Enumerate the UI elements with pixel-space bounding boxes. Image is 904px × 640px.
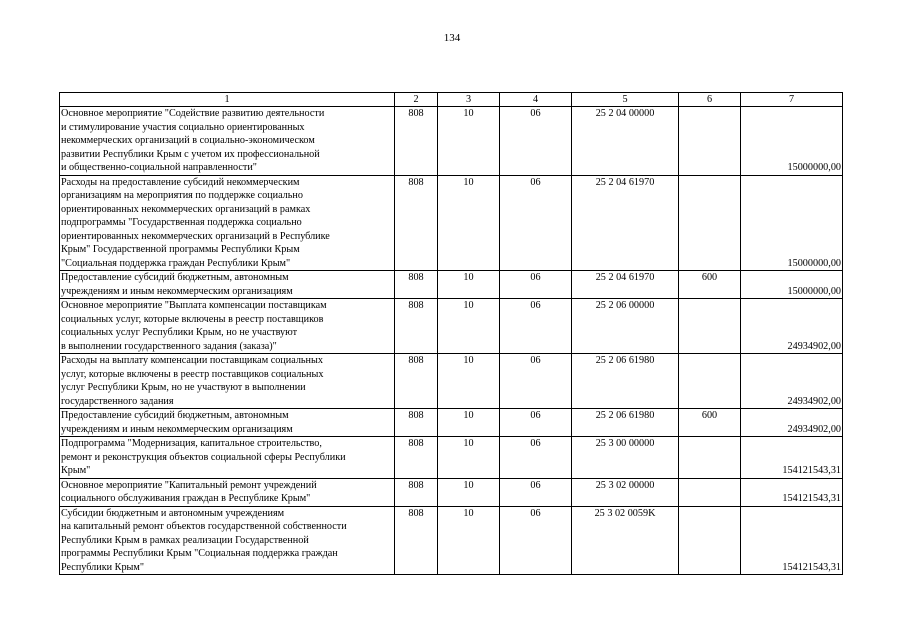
amount-cell: 15000000,00 bbox=[741, 271, 843, 299]
item-name-cell: Основное мероприятие "Содействие развитию деятельности и стимулирование участия социально ориентированных некоммерческих организаций в социально-экономическом развитии Республики Крым с учетом их профессиональной и общественно-социальной направленности" bbox=[60, 107, 395, 176]
subsection-code-cell: 06 bbox=[500, 478, 572, 506]
amount-cell: 154121543,31 bbox=[741, 506, 843, 575]
target-article-cell: 25 2 06 61980 bbox=[572, 354, 679, 409]
subsection-code-cell: 06 bbox=[500, 437, 572, 479]
expense-type-cell bbox=[679, 506, 741, 575]
header-cell-1: 1 bbox=[60, 93, 395, 107]
table-row bbox=[60, 437, 843, 479]
section-code-cell: 10 bbox=[438, 107, 500, 176]
amount-cell: 154121543,31 bbox=[741, 478, 843, 506]
section-code-cell: 10 bbox=[438, 271, 500, 299]
expense-type-cell bbox=[679, 175, 741, 271]
grbs-code-cell: 808 bbox=[395, 271, 438, 299]
amount-cell: 15000000,00 bbox=[741, 107, 843, 176]
subsection-code-cell: 06 bbox=[500, 175, 572, 271]
grbs-code-cell: 808 bbox=[395, 409, 438, 437]
table-row bbox=[60, 506, 843, 575]
target-article-cell: 25 2 04 00000 bbox=[572, 107, 679, 176]
grbs-code-cell: 808 bbox=[395, 107, 438, 176]
header-cell-4: 4 bbox=[500, 93, 572, 107]
amount-cell: 15000000,00 bbox=[741, 175, 843, 271]
item-name-cell: Расходы на предоставление субсидий некоммерческим организациям на мероприятия по поддержке социально ориентированных некоммерческих организаций в рамках подпрограммы "Государственная поддержка социально ориентированных некоммерческих организаций в Республике Крым" Государственной программы Республики Крым "Социальная поддержка граждан Республики Крым" bbox=[60, 175, 395, 271]
table-row bbox=[60, 175, 843, 271]
target-article-cell: 25 3 02 00000 bbox=[572, 478, 679, 506]
header-cell-6: 6 bbox=[679, 93, 741, 107]
budget-table bbox=[59, 92, 843, 575]
grbs-code-cell: 808 bbox=[395, 175, 438, 271]
section-code-cell: 10 bbox=[438, 354, 500, 409]
header-cell-2: 2 bbox=[395, 93, 438, 107]
page-number: 134 bbox=[443, 32, 461, 44]
item-name-cell: Предоставление субсидий бюджетным, автономным учреждениям и иным некоммерческим организациям bbox=[60, 409, 395, 437]
amount-cell: 24934902,00 bbox=[741, 409, 843, 437]
header-cell-3: 3 bbox=[438, 93, 500, 107]
amount-cell: 24934902,00 bbox=[741, 354, 843, 409]
header-cell-5: 5 bbox=[572, 93, 679, 107]
target-article-cell: 25 2 06 00000 bbox=[572, 299, 679, 354]
amount-cell: 154121543,31 bbox=[741, 437, 843, 479]
table-row bbox=[60, 271, 843, 299]
expense-type-cell: 600 bbox=[679, 271, 741, 299]
section-code-cell: 10 bbox=[438, 409, 500, 437]
item-name-cell: Подпрограмма "Модернизация, капитальное строительство, ремонт и реконструкция объектов социальной сферы Республики Крым" bbox=[60, 437, 395, 479]
grbs-code-cell: 808 bbox=[395, 437, 438, 479]
expense-type-cell bbox=[679, 354, 741, 409]
section-code-cell: 10 bbox=[438, 478, 500, 506]
section-code-cell: 10 bbox=[438, 175, 500, 271]
subsection-code-cell: 06 bbox=[500, 354, 572, 409]
grbs-code-cell: 808 bbox=[395, 354, 438, 409]
subsection-code-cell: 06 bbox=[500, 506, 572, 575]
expense-type-cell bbox=[679, 437, 741, 479]
expense-type-cell bbox=[679, 299, 741, 354]
target-article-cell: 25 2 04 61970 bbox=[572, 271, 679, 299]
target-article-cell: 25 2 04 61970 bbox=[572, 175, 679, 271]
table-row bbox=[60, 478, 843, 506]
subsection-code-cell: 06 bbox=[500, 409, 572, 437]
grbs-code-cell: 808 bbox=[395, 478, 438, 506]
item-name-cell: Основное мероприятие "Выплата компенсации поставщикам социальных услуг, которые включены в реестр поставщиков социальных услуг Республики Крым, но не участвуют в выполнении государственного задания (заказа)" bbox=[60, 299, 395, 354]
table-row bbox=[60, 107, 843, 176]
item-name-cell: Предоставление субсидий бюджетным, автономным учреждениям и иным некоммерческим организациям bbox=[60, 271, 395, 299]
section-code-cell: 10 bbox=[438, 506, 500, 575]
table-row bbox=[60, 354, 843, 409]
subsection-code-cell: 06 bbox=[500, 299, 572, 354]
table-row bbox=[60, 409, 843, 437]
table-header-row bbox=[60, 93, 843, 107]
expense-type-cell bbox=[679, 478, 741, 506]
header-cell-7: 7 bbox=[741, 93, 843, 107]
grbs-code-cell: 808 bbox=[395, 299, 438, 354]
target-article-cell: 25 2 06 61980 bbox=[572, 409, 679, 437]
subsection-code-cell: 06 bbox=[500, 271, 572, 299]
amount-cell: 24934902,00 bbox=[741, 299, 843, 354]
target-article-cell: 25 3 02 0059K bbox=[572, 506, 679, 575]
item-name-cell: Основное мероприятие "Капитальный ремонт учреждений социального обслуживания граждан в Республике Крым" bbox=[60, 478, 395, 506]
item-name-cell: Субсидии бюджетным и автономным учреждениям на капитальный ремонт объектов государственной собственности Республики Крым в рамках реализации Государственной программы Республики Крым "Социальная поддержка граждан Республики Крым" bbox=[60, 506, 395, 575]
item-name-cell: Расходы на выплату компенсации поставщикам социальных услуг, которые включены в реестр поставщиков социальных услуг Республики Крым, но не участвуют в выполнении государственного задания bbox=[60, 354, 395, 409]
table-row bbox=[60, 299, 843, 354]
section-code-cell: 10 bbox=[438, 437, 500, 479]
subsection-code-cell: 06 bbox=[500, 107, 572, 176]
grbs-code-cell: 808 bbox=[395, 506, 438, 575]
expense-type-cell bbox=[679, 107, 741, 176]
expense-type-cell: 600 bbox=[679, 409, 741, 437]
target-article-cell: 25 3 00 00000 bbox=[572, 437, 679, 479]
section-code-cell: 10 bbox=[438, 299, 500, 354]
